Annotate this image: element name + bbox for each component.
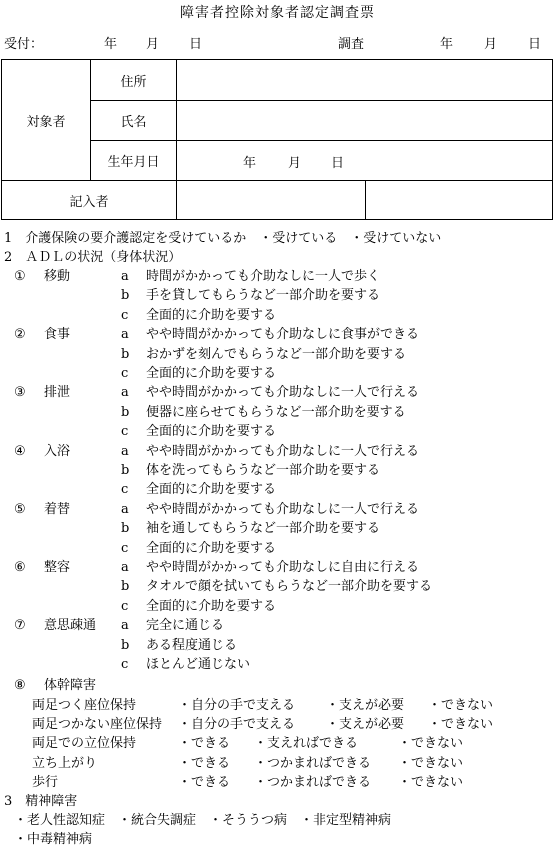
birthdate-field[interactable]: [177, 141, 552, 180]
item8-option-3: ・できない: [428, 698, 494, 713]
adl-item-label: 排泄: [44, 385, 71, 401]
adl-option-text: 全面的に介助を要する: [146, 307, 277, 323]
adl-option-key: a: [121, 560, 129, 575]
adl-option-text: 全面的に介助を要する: [146, 366, 277, 381]
item8-number: ⑧: [14, 678, 26, 693]
item8-option-1: ・できる: [178, 774, 231, 790]
adl-option-key: b: [121, 288, 130, 304]
adl-item-label: 着替: [44, 501, 71, 517]
adl-option-text: やや時間がかかっても介助なしに一人で行える: [146, 501, 420, 517]
adl-option-key: b: [121, 346, 130, 362]
adl-option-key: a: [121, 269, 129, 284]
section-1-text: 1 介護保険の要介護認定を受けているか ・受けている ・受けていない: [4, 231, 442, 246]
adl-option-key: a: [121, 443, 129, 459]
item8-option-2: ・つかまればできる: [254, 755, 372, 771]
item8-option-1: ・できる: [178, 736, 231, 752]
item8-option-3: ・できない: [398, 774, 464, 790]
adl-option-text: 全面的に介助を要する: [146, 540, 277, 556]
adl-item-label: 入浴: [44, 443, 71, 459]
adl-option-text: タオルで顔を拭いてもらうなど一部介助を要する: [146, 579, 433, 595]
uketsuke-month: 月: [146, 37, 160, 52]
adl-item-label: 移動: [44, 269, 71, 284]
subject-table: [1, 59, 553, 220]
page-title: 障害者控除対象者認定調査票: [180, 5, 375, 21]
section-3-line-1: ・老人性認知症 ・統合失調症 ・そううつ病 ・非定型精神病: [14, 813, 392, 828]
item8-option-3: ・できない: [398, 736, 464, 752]
chousa-year: 年: [440, 37, 454, 52]
adl-option-key: a: [121, 618, 129, 634]
item8-row-label: 両足での立位保持: [32, 736, 137, 752]
birth-year-unit: 年: [243, 156, 257, 171]
adl-option-key: b: [121, 637, 130, 653]
kinyusha-label: 記入者: [69, 194, 109, 210]
section-3-line-2: ・中毒精神病: [14, 832, 93, 847]
adl-option-key: b: [121, 463, 130, 478]
adl-option-text: やや時間がかかっても介助なしに一人で行える: [146, 385, 420, 401]
adl-option-text: やや時間がかかっても介助なしに食事ができる: [146, 327, 420, 343]
kinyusha-field-2[interactable]: [366, 181, 552, 219]
adl-option-text: ほとんど通じない: [146, 657, 251, 672]
adl-option-key: c: [121, 424, 129, 440]
adl-option-key: b: [121, 521, 130, 537]
item8-option-2: ・つかまればできる: [254, 774, 372, 790]
adl-option-text: 完全に通じる: [146, 618, 225, 634]
adl-option-text: 全面的に介助を要する: [146, 482, 277, 498]
item8-option-3: ・できない: [428, 717, 494, 733]
adl-option-text: やや時間がかかっても介助なしに一人で行える: [146, 443, 420, 459]
section-2-heading: 2 ＡＤＬの状況（身体状況）: [4, 250, 182, 265]
adl-option-text: 体を洗ってもらうなど一部介助を要する: [146, 463, 381, 478]
section-3-heading: 3 精神障害: [4, 794, 78, 809]
item8-option-2: ・支えが必要: [326, 698, 405, 713]
address-label: 住所: [120, 74, 147, 90]
uketsuke-day: 日: [189, 37, 203, 52]
taishousha-label: 対象者: [26, 114, 66, 130]
adl-option-text: おかずを刻んでもらうなど一部介助を要する: [146, 346, 407, 362]
item8-option-2: ・支えればできる: [254, 736, 359, 752]
uketsuke-label: 受付：: [4, 37, 44, 52]
adl-option-key: a: [121, 501, 129, 517]
item8-row-label: 両足つかない座位保持: [32, 717, 163, 733]
chousa-month: 月: [484, 37, 498, 52]
item8-label: 体幹障害: [44, 678, 97, 693]
item8-row-label: 立ち上がり: [32, 755, 98, 771]
birthdate-label: 生年月日: [107, 155, 160, 170]
kinyusha-field-1[interactable]: [177, 181, 365, 219]
adl-option-text: やや時間がかかっても介助なしに自由に行える: [146, 560, 420, 575]
adl-option-text: 袖を通してもらうなど一部介助を要する: [146, 521, 381, 537]
birth-day-unit: 日: [331, 156, 345, 171]
chousa-day: 日: [528, 37, 542, 52]
adl-item-number: ③: [14, 385, 26, 401]
chousa-label: 調査: [338, 37, 365, 52]
item8-option-1: ・自分の手で支える: [178, 698, 296, 713]
adl-option-text: 便器に座らせてもらうなど一部介助を要する: [146, 404, 406, 420]
adl-option-key: c: [121, 540, 129, 556]
adl-option-key: b: [121, 404, 130, 420]
adl-option-key: a: [121, 385, 129, 401]
adl-item-number: ②: [14, 327, 26, 343]
adl-item-number: ①: [14, 269, 26, 284]
item8-option-1: ・できる: [178, 755, 231, 771]
adl-item-number: ⑥: [14, 560, 26, 575]
adl-option-key: a: [121, 327, 129, 343]
name-label: 氏名: [120, 115, 147, 130]
adl-option-text: ある程度通じる: [146, 637, 238, 653]
item8-option-2: ・支えが必要: [326, 717, 405, 733]
adl-option-text: 全面的に介助を要する: [146, 424, 277, 440]
adl-item-number: ⑦: [14, 618, 26, 634]
adl-item-label: 意思疎通: [44, 618, 97, 634]
adl-item-number: ④: [14, 443, 26, 459]
item8-option-1: ・自分の手で支える: [178, 717, 296, 733]
adl-option-key: b: [121, 579, 130, 595]
adl-option-key: c: [121, 482, 129, 498]
adl-item-label: 整容: [44, 560, 71, 575]
adl-option-text: 全面的に介助を要する: [146, 598, 277, 614]
uketsuke-year: 年: [104, 37, 118, 52]
item8-row-label: 歩行: [32, 774, 59, 790]
adl-option-key: c: [121, 598, 129, 614]
adl-option-key: c: [121, 366, 129, 381]
item8-row-label: 両足つく座位保持: [32, 698, 137, 713]
adl-item-number: ⑤: [14, 501, 26, 517]
adl-item-label: 食事: [44, 327, 71, 343]
birth-month-unit: 月: [288, 156, 302, 171]
name-field[interactable]: [177, 101, 552, 140]
item8-option-3: ・できない: [398, 755, 464, 771]
adl-option-text: 手を貸してもらうなど一部介助を要する: [146, 288, 381, 304]
adl-option-key: c: [121, 307, 129, 323]
adl-option-text: 時間がかかっても介助なしに一人で歩く: [146, 269, 381, 284]
address-field[interactable]: [177, 60, 552, 100]
adl-option-key: c: [121, 657, 129, 672]
